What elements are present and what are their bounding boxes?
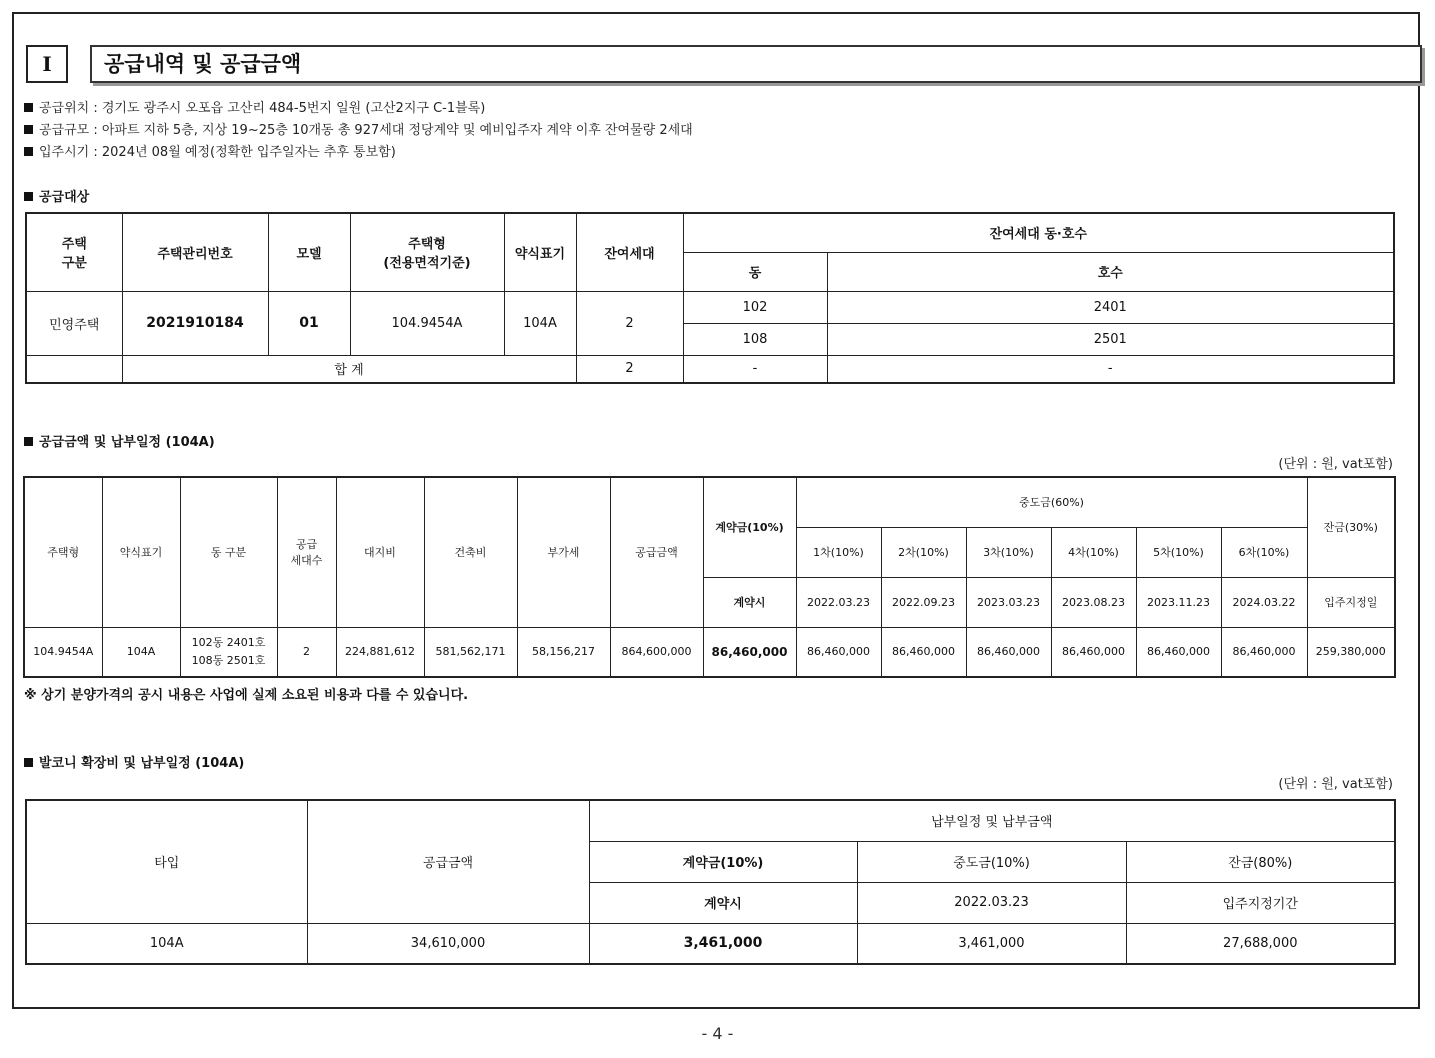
header-date-1: 2022.03.23 (796, 577, 881, 627)
header-mgmt-no: 주택관리번호 (122, 213, 268, 291)
header-balance: 잔금(80%) (1126, 841, 1395, 882)
cell-balance: 27,688,000 (1126, 923, 1395, 964)
cell-middle-3: 86,460,000 (966, 627, 1051, 677)
cell-model: 01 (268, 291, 350, 355)
header-type: 타입 (26, 800, 307, 923)
header-model: 모델 (268, 213, 350, 291)
header-supply-price: 공급금액 (610, 477, 703, 627)
info-line-movein: 입주시기 : 2024년 08월 예정(정확한 입주일자는 추후 통보함) (24, 141, 396, 160)
cell-ho: 2401 (827, 291, 1394, 323)
header-remaining: 잔여세대 (576, 213, 683, 291)
header-house-size: 주택형 (전용면적기준) (350, 213, 504, 291)
header-house-type: 주택 구분 (26, 213, 122, 291)
cell-type: 104A (26, 923, 307, 964)
info-line-scale: 공급규모 : 아파트 지하 5층, 지상 19~25층 10개동 총 927세대 정당계약 및 예비입주자 계약 이후 잔여물량 2세대 (24, 119, 693, 138)
header-balance-when: 입주지정기간 (1126, 882, 1395, 923)
cell-house-size: 104.9454A (24, 627, 102, 677)
header-date-3: 2023.03.23 (966, 577, 1051, 627)
header-date-4: 2023.08.23 (1051, 577, 1136, 627)
balcony-unit-note: (단위 : 원, vat포함) (1278, 777, 1393, 792)
header-installment-3: 3차(10%) (966, 527, 1051, 577)
cell-middle-1: 86,460,000 (796, 627, 881, 677)
cell-short: 104A (504, 291, 576, 355)
header-middle: 중도금(10%) (857, 841, 1126, 882)
header-installment-6: 6차(10%) (1221, 527, 1307, 577)
section-title: 공급내역 및 공급금액 (90, 45, 1422, 83)
cell-land: 224,881,612 (336, 627, 424, 677)
bullet-square-icon (24, 758, 33, 767)
supply-target-table (25, 212, 1395, 384)
cell-middle-5: 86,460,000 (1136, 627, 1221, 677)
page-number: - 4 - (701, 1024, 734, 1043)
header-date-5: 2023.11.23 (1136, 577, 1221, 627)
header-building: 건축비 (424, 477, 517, 627)
header-schedule: 납부일정 및 납부금액 (589, 800, 1395, 841)
bullet-square-icon (24, 147, 33, 156)
price-disclaimer-note: ※ 상기 분양가격의 공시 내용은 사업에 실제 소요된 비용과 다를 수 있습니다. (24, 688, 469, 703)
header-short: 약식표기 (504, 213, 576, 291)
price-unit-note: (단위 : 원, vat포함) (1278, 457, 1393, 472)
cell-house-size: 104.9454A (350, 291, 504, 355)
cell-dong: 102 (683, 291, 827, 323)
cell-middle-4: 86,460,000 (1051, 627, 1136, 677)
cell-balance: 259,380,000 (1307, 627, 1395, 677)
header-supply-units: 공급 세대수 (277, 477, 336, 627)
header-ho: 호수 (827, 252, 1394, 291)
header-middle-when: 2022.03.23 (857, 882, 1126, 923)
cell-supply-price: 864,600,000 (610, 627, 703, 677)
section-number: I (26, 45, 68, 83)
header-installment-1: 1차(10%) (796, 527, 881, 577)
supply-target-heading: 공급대상 (24, 186, 89, 205)
price-schedule-table (23, 476, 1396, 678)
cell-contract: 86,460,000 (703, 627, 796, 677)
header-installment-4: 4차(10%) (1051, 527, 1136, 577)
header-date-6: 2024.03.22 (1221, 577, 1307, 627)
header-contract: 계약금(10%) (589, 841, 857, 882)
cell-supply-units: 2 (277, 627, 336, 677)
header-contract-when: 계약시 (589, 882, 857, 923)
cell-vat: 58,156,217 (517, 627, 610, 677)
header-dong-div: 동 구분 (180, 477, 277, 627)
cell-building: 581,562,171 (424, 627, 517, 677)
cell-mgmt-no: 2021910184 (122, 291, 268, 355)
cell-price: 34,610,000 (307, 923, 589, 964)
header-unit-group: 잔여세대 동·호수 (683, 213, 1394, 252)
header-balance-when: 입주지정일 (1307, 577, 1395, 627)
cell-total-remaining: 2 (576, 355, 683, 383)
header-dong: 동 (683, 252, 827, 291)
cell-dong-div: 102동 2401호 108동 2501호 (180, 627, 277, 677)
header-vat: 부가세 (517, 477, 610, 627)
bullet-square-icon (24, 103, 33, 112)
cell-total-blank (26, 355, 122, 383)
bullet-square-icon (24, 125, 33, 134)
cell-house-type: 민영주택 (26, 291, 122, 355)
header-date-2: 2022.09.23 (881, 577, 966, 627)
cell-middle-6: 86,460,000 (1221, 627, 1307, 677)
header-balance: 잔금(30%) (1307, 477, 1395, 577)
bullet-square-icon (24, 192, 33, 201)
balcony-table (25, 799, 1396, 965)
header-land: 대지비 (336, 477, 424, 627)
cell-remaining: 2 (576, 291, 683, 355)
cell-total-label: 합 계 (122, 355, 576, 383)
cell-total-ho: - (827, 355, 1394, 383)
info-line-location: 공급위치 : 경기도 광주시 오포읍 고산리 484-5번지 일원 (고산2지구 C-1블록) (24, 97, 485, 116)
header-contract-when: 계약시 (703, 577, 796, 627)
cell-dong: 108 (683, 323, 827, 355)
price-schedule-heading: 공급금액 및 납부일정 (104A) (24, 431, 215, 450)
header-middle: 중도금(60%) (796, 477, 1307, 527)
header-contract: 계약금(10%) (703, 477, 796, 577)
header-short: 약식표기 (102, 477, 180, 627)
cell-short: 104A (102, 627, 180, 677)
cell-ho: 2501 (827, 323, 1394, 355)
header-price: 공급금액 (307, 800, 589, 923)
cell-contract: 3,461,000 (589, 923, 857, 964)
bullet-square-icon (24, 437, 33, 446)
header-installment-5: 5차(10%) (1136, 527, 1221, 577)
cell-middle-2: 86,460,000 (881, 627, 966, 677)
cell-total-dong: - (683, 355, 827, 383)
cell-middle: 3,461,000 (857, 923, 1126, 964)
header-house-size: 주택형 (24, 477, 102, 627)
balcony-heading: 발코니 확장비 및 납부일정 (104A) (24, 752, 244, 771)
header-installment-2: 2차(10%) (881, 527, 966, 577)
